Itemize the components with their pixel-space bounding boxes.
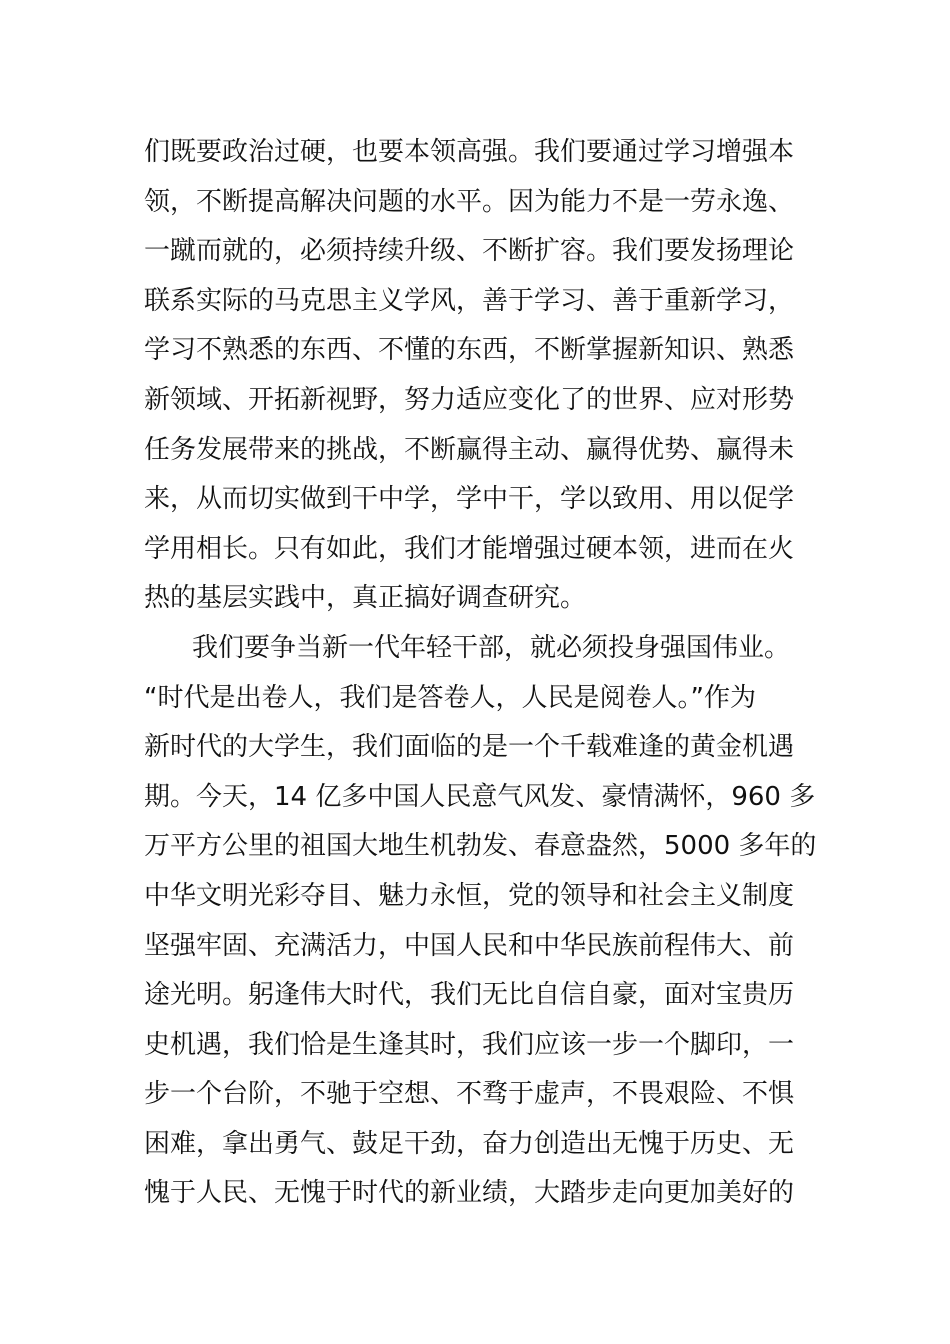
text-line: 途光明。躬逢伟大时代，我们无比自信自豪，面对宝贵历 — [144, 980, 795, 1011]
text-line: 任务发展带来的挑战，不断赢得主动、赢得优势、赢得未 — [144, 434, 795, 465]
text-line: 一蹴而就的，必须持续升级、不断扩容。我们要发扬理论 — [144, 236, 795, 267]
text-line: 联系实际的马克思主义学风，善于学习、善于重新学习， — [144, 285, 795, 316]
text-line: 期。今天，14 亿多中国人民意气风发、豪情满怀，960 多 — [144, 781, 816, 812]
text-line: 新时代的大学生，我们面临的是一个千载难逢的黄金机遇 — [144, 732, 795, 763]
text-line: 新领域、开拓新视野，努力适应变化了的世界、应对形势 — [144, 384, 795, 415]
text-line: 史机遇，我们恰是生逢其时，我们应该一步一个脚印，一 — [144, 1029, 795, 1060]
text-line: 热的基层实践中，真正搞好调查研究。 — [144, 583, 587, 614]
text-line: 愧于人民、无愧于时代的新业绩，大踏步走向更加美好的 — [144, 1178, 795, 1209]
text-line: 来，从而切实做到干中学，学中干，学以致用、用以促学 — [144, 484, 795, 515]
text-line: 万平方公里的祖国大地生机勃发、春意盎然，5000 多年的 — [144, 831, 817, 862]
paragraph-1 — [144, 128, 824, 624]
text-line: 们既要政治过硬，也要本领高强。我们要通过学习增强本 — [144, 137, 795, 167]
text-line: 中华文明光彩夺目、魅力永恒，党的领导和社会主义制度 — [144, 880, 795, 911]
text-line: 学习不熟悉的东西、不懂的东西，不断掌握新知识、熟悉 — [144, 335, 795, 366]
text-line: 困难，拿出勇气、鼓足干劲，奋力创造出无愧于历史、无 — [144, 1128, 795, 1159]
paragraph-2 — [144, 624, 824, 1219]
text-line: “时代是出卷人，我们是答卷人，人民是阅卷人。”作为 — [144, 682, 756, 713]
body-text — [144, 128, 824, 1219]
text-line: 领，不断提高解决问题的水平。因为能力不是一劳永逸、 — [144, 186, 795, 217]
text-line-indented: 我们要争当新一代年轻干部，就必须投身强国伟业。 — [192, 632, 791, 663]
text-line: 坚强牢固、充满活力，中国人民和中华民族前程伟大、前 — [144, 930, 795, 961]
text-line: 学用相长。只有如此，我们才能增强过硬本领，进而在火 — [144, 533, 795, 564]
text-line: 步一个台阶，不驰于空想、不骛于虚声，不畏艰险、不惧 — [144, 1079, 795, 1110]
